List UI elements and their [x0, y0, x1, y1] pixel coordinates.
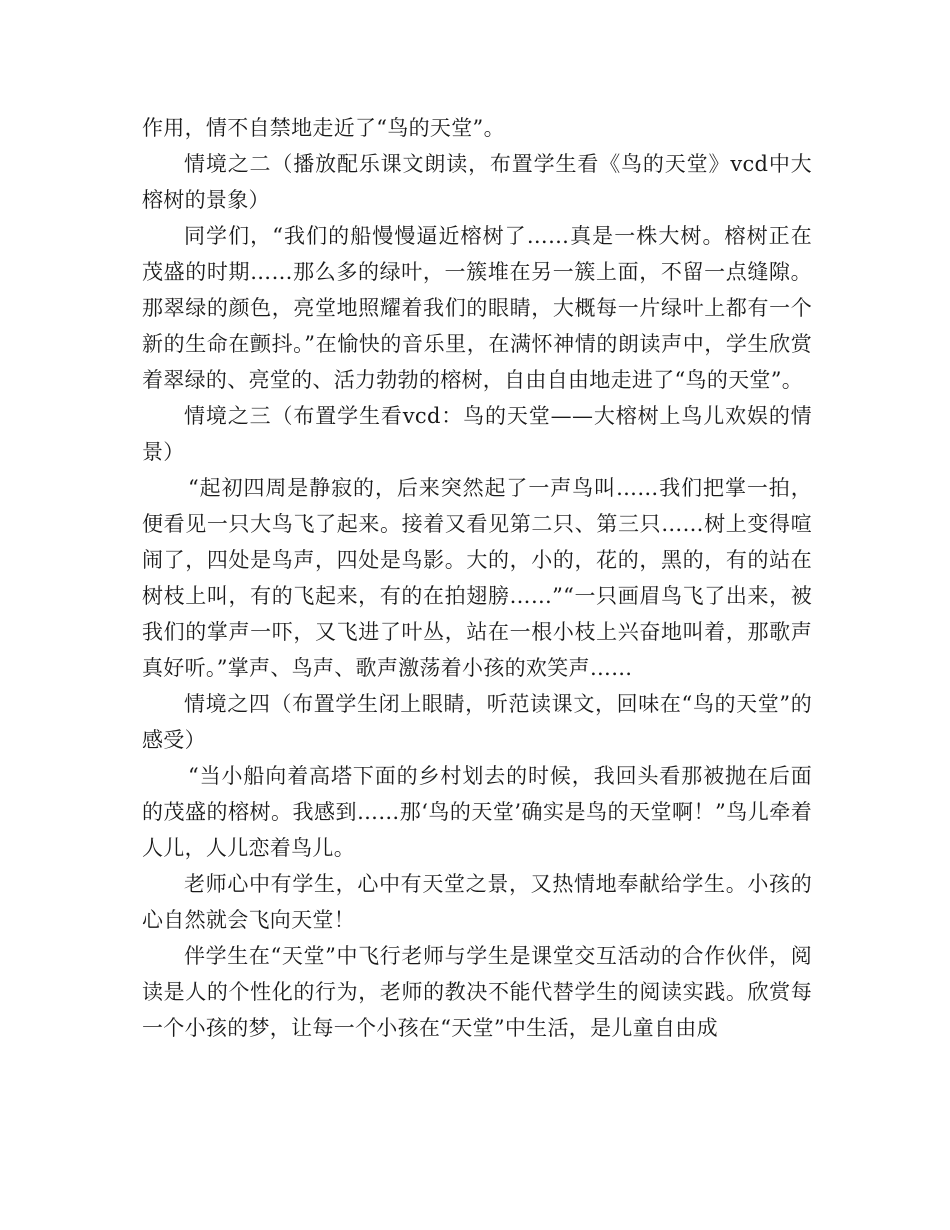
paragraph-scene-two-heading: 情境之二（播放配乐课文朗读，布置学生看《鸟的天堂》vcd中大榕树的景象）: [142, 152, 812, 212]
paragraph-scene-four-text: “当小船向着高塔下面的乡村划去的时候，我回头看那被抛在后面的茂盛的榕树。我感到……那‘鸟的天堂’确实是鸟的天堂啊！”鸟儿牵着人儿，人儿恋着鸟儿。: [142, 764, 812, 860]
body-text: [142, 110, 812, 1046]
paragraph-continuation: 作用，情不自禁地走近了“鸟的天堂”。: [142, 116, 505, 140]
paragraph-fly-with-students: 伴学生在“天堂”中飞行老师与学生是课堂交互活动的合作伙伴，阅读是人的个性化的行为，老师的教决不能代替学生的阅读实践。欣赏每一个小孩的梦，让每一个小孩在“天堂”中生活，是儿童自由成: [142, 944, 812, 1040]
paragraph-scene-two-text: 同学们，“我们的船慢慢逼近榕树了……真是一株大树。榕树正在茂盛的时期……那么多的绿叶，一簇堆在另一簇上面，不留一点缝隙。那翠绿的颜色，亮堂地照耀着我们的眼睛，大概每一片绿叶上都有一个新的生命在颤抖。”在愉快的音乐里，在满怀神情的朗读声中，学生欣赏着翠绿的、亮堂的、活力勃勃的榕树，自由自由地走进了“鸟的天堂”。: [142, 224, 812, 392]
paragraph-teacher-heart: 老师心中有学生，心中有天堂之景，又热情地奉献给学生。小孩的心自然就会飞向天堂！: [142, 872, 812, 932]
paragraph-scene-three-text: “起初四周是静寂的，后来突然起了一声鸟叫……我们把掌一拍，便看见一只大鸟飞了起来。接着又看见第二只、第三只……树上变得喧闹了，四处是鸟声，四处是鸟影。大的，小的，花的，黑的，有的站在树枝上叫，有的飞起来，有的在拍翅膀……”“一只画眉鸟飞了出来，被我们的掌声一吓，又飞进了叶丛，站在一根小枝上兴奋地叫着，那歌声真好听。”掌声、鸟声、歌声激荡着小孩的欢笑声……: [142, 476, 812, 680]
paragraph-scene-three-heading: 情境之三（布置学生看vcd：鸟的天堂——大榕树上鸟儿欢娱的情景）: [142, 404, 812, 464]
paragraph-scene-four-heading: 情境之四（布置学生闭上眼睛，听范读课文，回味在“鸟的天堂”的感受）: [142, 692, 812, 752]
